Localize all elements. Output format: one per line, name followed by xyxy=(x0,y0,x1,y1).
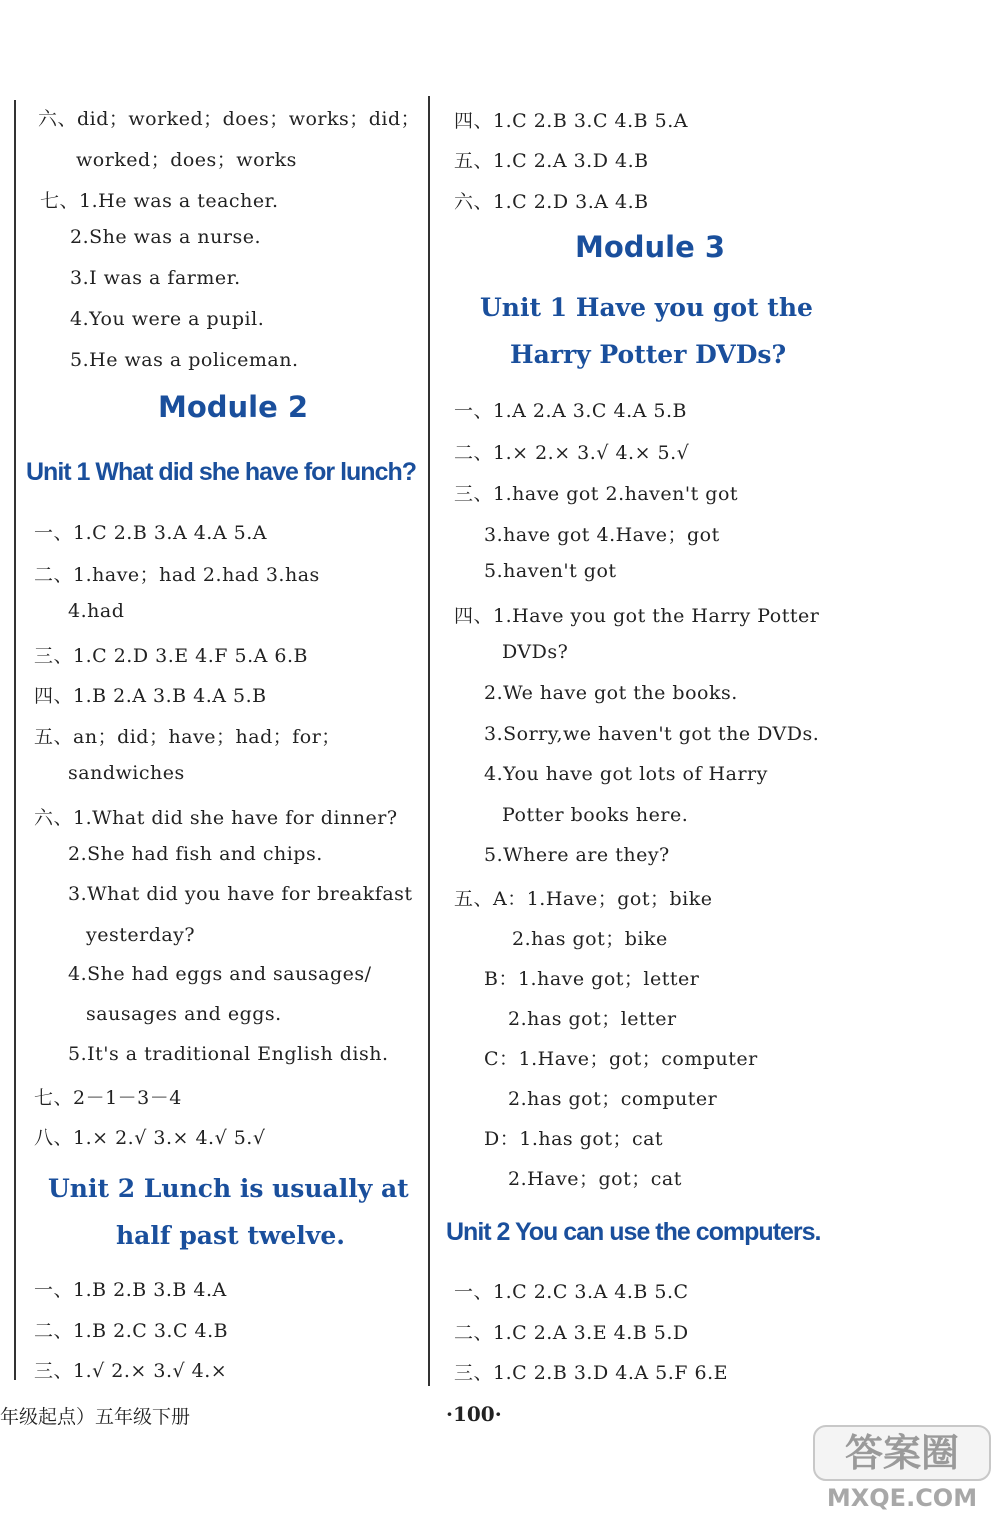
unit-heading-cont: Harry Potter DVDs? xyxy=(510,340,787,369)
answer-line: 六、1.What did she have for dinner? xyxy=(34,807,398,829)
answer-line: 5.It's a traditional English dish. xyxy=(68,1043,389,1065)
answer-line: 2.We have got the books. xyxy=(484,682,738,704)
answer-line: 2.has got；letter xyxy=(508,1008,677,1030)
module-heading: Module 3 xyxy=(575,230,726,264)
answer-line: 七、1.He was a teacher. xyxy=(40,190,279,212)
unit-heading: Unit 1 What did she have for lunch? xyxy=(26,458,417,486)
answer-line: 2.has got；bike xyxy=(512,928,668,950)
answer-line: D：1.has got；cat xyxy=(484,1128,664,1150)
answer-line: 2.She was a nurse. xyxy=(70,226,262,248)
answer-line: 4.had xyxy=(68,600,125,622)
watermark-url: MXQE.COM xyxy=(826,1484,978,1512)
answer-line: 2.Have；got；cat xyxy=(508,1168,682,1190)
answer-line: 五、an；did；have；had；for； xyxy=(34,726,341,748)
answer-line: sandwiches xyxy=(68,762,185,784)
unit-heading: Unit 2 You can use the computers. xyxy=(446,1218,821,1246)
answer-line: 三、1.C 2.D 3.E 4.F 5.A 6.B xyxy=(34,645,308,667)
left-margin-rule xyxy=(14,100,16,1380)
answer-line: Potter books here. xyxy=(502,804,689,826)
page-number: ·100· xyxy=(446,1402,502,1426)
unit-heading: Unit 2 Lunch is usually at xyxy=(48,1174,409,1203)
answer-line: 三、1.have got 2.haven't got xyxy=(454,483,739,505)
answer-line: 3.I was a farmer. xyxy=(70,267,241,289)
answer-line: C：1.Have；got；computer xyxy=(484,1048,758,1070)
answer-line: 5.haven't got xyxy=(484,560,617,582)
answer-line: 一、1.A 2.A 3.C 4.A 5.B xyxy=(454,400,687,422)
answer-line: 一、1.C 2.C 3.A 4.B 5.C xyxy=(454,1281,689,1303)
answer-line: 五、A：1.Have；got；bike xyxy=(454,888,713,910)
answer-line: 5.Where are they? xyxy=(484,844,670,866)
watermark-logo xyxy=(812,1422,992,1514)
answer-line: 4.You have got lots of Harry xyxy=(484,763,768,785)
answer-line: 三、1.C 2.B 3.D 4.A 5.F 6.E xyxy=(454,1362,728,1384)
answer-line: 二、1.B 2.C 3.C 4.B xyxy=(34,1320,229,1342)
answer-line: 5.He was a policeman. xyxy=(70,349,299,371)
answer-line: B：1.have got；letter xyxy=(484,968,700,990)
answer-line: 四、1.B 2.A 3.B 4.A 5.B xyxy=(34,685,267,707)
answer-line: 一、1.B 2.B 3.B 4.A xyxy=(34,1279,227,1301)
answer-line: 2.She had fish and chips. xyxy=(68,843,323,865)
module-heading: Module 2 xyxy=(158,390,309,424)
watermark-text: 答案圈 xyxy=(844,1431,960,1475)
answer-line: sausages and eggs. xyxy=(86,1003,282,1025)
answer-line: 二、1.have；had 2.had 3.has xyxy=(34,564,320,586)
answer-line: 六、1.C 2.D 3.A 4.B xyxy=(454,191,649,213)
answer-line: yesterday? xyxy=(86,924,196,946)
answer-line: 3.Sorry,we haven't got the DVDs. xyxy=(484,723,820,745)
unit-heading-cont: half past twelve. xyxy=(116,1221,345,1250)
answer-line: 3.What did you have for breakfast xyxy=(68,883,413,905)
answer-line: 一、1.C 2.B 3.A 4.A 5.A xyxy=(34,522,267,544)
column-divider xyxy=(428,96,430,1386)
answer-line: 八、1.× 2.√ 3.× 4.√ 5.√ xyxy=(34,1127,266,1149)
answer-line: worked；does；works xyxy=(76,149,297,171)
answer-line: 四、1.C 2.B 3.C 4.B 5.A xyxy=(454,110,689,132)
answer-line: DVDs? xyxy=(502,641,569,663)
answer-line: 4.She had eggs and sausages/ xyxy=(68,963,372,985)
answer-line: 四、1.Have you got the Harry Potter xyxy=(454,605,820,627)
answer-line: 3.have got 4.Have；got xyxy=(484,524,720,546)
unit-heading: Unit 1 Have you got the xyxy=(480,293,813,322)
answer-line: 七、2－1－3－4 xyxy=(34,1087,182,1109)
answer-line: 4.You were a pupil. xyxy=(70,308,265,330)
answer-line: 六、did；worked；does；works；did； xyxy=(38,108,421,130)
answer-line: 五、1.C 2.A 3.D 4.B xyxy=(454,150,649,172)
answer-line: 三、1.√ 2.× 3.√ 4.× xyxy=(34,1360,228,1382)
answer-line: 2.has got；computer xyxy=(508,1088,718,1110)
book-title-footer: 年级起点）五年级下册 xyxy=(0,1406,191,1428)
answer-line: 二、1.C 2.A 3.E 4.B 5.D xyxy=(454,1322,689,1344)
answer-line: 二、1.× 2.× 3.√ 4.× 5.√ xyxy=(454,442,690,464)
